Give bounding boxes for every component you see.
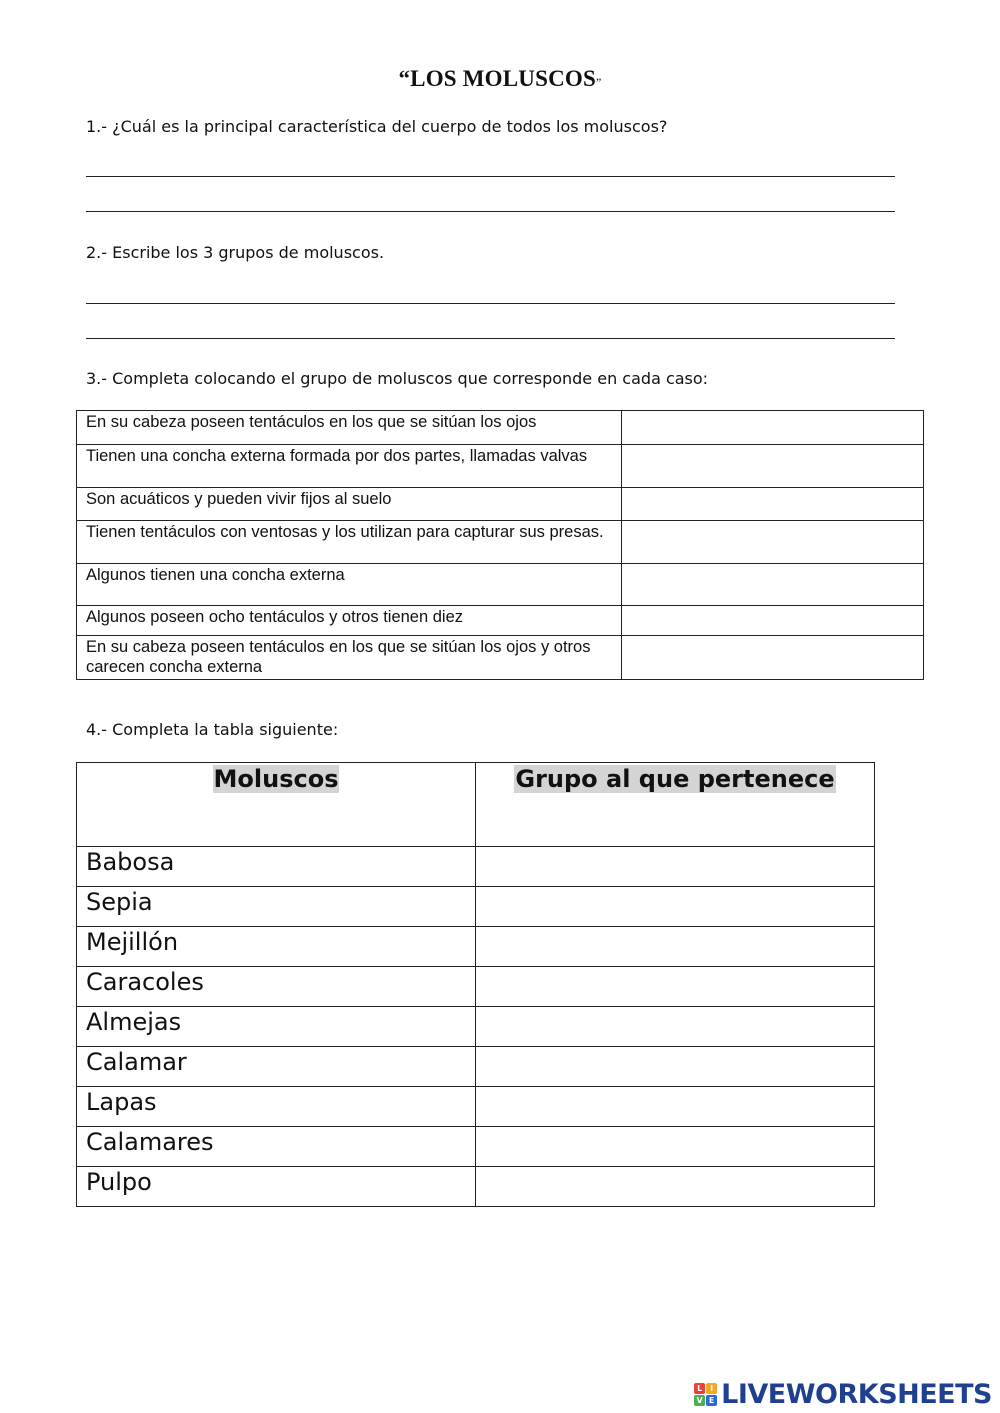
answer-cell[interactable] xyxy=(622,488,924,521)
header-molluscs-label: Moluscos xyxy=(213,765,339,793)
answer-cell[interactable] xyxy=(622,636,924,680)
table-row xyxy=(77,1127,875,1167)
table-row xyxy=(77,521,924,564)
mollusc-name: Calamares xyxy=(77,1127,476,1167)
table-row xyxy=(77,488,924,521)
question-4: 4.- Completa la tabla siguiente: xyxy=(86,720,339,739)
table-row xyxy=(77,927,875,967)
liveworksheets-logo xyxy=(694,1378,992,1410)
mollusc-name: Mejillón xyxy=(77,927,476,967)
match-table xyxy=(76,410,924,680)
answer-line-2a[interactable] xyxy=(86,303,895,304)
header-molluscs xyxy=(77,763,476,847)
logo-tile: I xyxy=(706,1383,717,1394)
statement-cell: En su cabeza poseen tentáculos en los que se sitúan los ojos xyxy=(77,411,622,445)
group-answer-cell[interactable] xyxy=(476,847,875,887)
logo-text: LIVEWORKSHEETS xyxy=(721,1378,992,1410)
table-row xyxy=(77,1167,875,1207)
mollusc-name: Lapas xyxy=(77,1087,476,1127)
page-title xyxy=(0,66,1000,92)
table-row xyxy=(77,411,924,445)
answer-cell[interactable] xyxy=(622,445,924,488)
logo-tile: L xyxy=(694,1383,705,1394)
group-answer-cell[interactable] xyxy=(476,967,875,1007)
group-answer-cell[interactable] xyxy=(476,1167,875,1207)
header-group-label: Grupo al que pertenece xyxy=(515,765,835,793)
answer-line-1a[interactable] xyxy=(86,176,895,177)
mollusc-name: Sepia xyxy=(77,887,476,927)
answer-cell[interactable] xyxy=(622,606,924,636)
group-answer-cell[interactable] xyxy=(476,1127,875,1167)
answer-cell[interactable] xyxy=(622,564,924,606)
title-close-quote: ” xyxy=(595,75,602,89)
statement-cell: Algunos poseen ocho tentáculos y otros tienen diez xyxy=(77,606,622,636)
group-answer-cell[interactable] xyxy=(476,1007,875,1047)
table-header-row xyxy=(77,763,875,847)
group-answer-cell[interactable] xyxy=(476,1047,875,1087)
table-row xyxy=(77,847,875,887)
table-row xyxy=(77,445,924,488)
table-row xyxy=(77,1087,875,1127)
statement-cell: Son acuáticos y pueden vivir fijos al suelo xyxy=(77,488,622,521)
logo-tile: V xyxy=(694,1395,705,1406)
logo-tile: E xyxy=(706,1395,717,1406)
logo-tiles-icon xyxy=(694,1383,717,1406)
mollusc-name: Almejas xyxy=(77,1007,476,1047)
answer-line-1b[interactable] xyxy=(86,211,895,212)
title-text: “LOS MOLUSCOS xyxy=(398,66,596,91)
table-row xyxy=(77,887,875,927)
statement-cell: Tienen una concha externa formada por dos partes, llamadas valvas xyxy=(77,445,622,488)
mollusc-name: Calamar xyxy=(77,1047,476,1087)
question-3: 3.- Completa colocando el grupo de moluscos que corresponde en cada caso: xyxy=(86,369,709,388)
table-row xyxy=(77,1047,875,1087)
statement-cell: Algunos tienen una concha externa xyxy=(77,564,622,606)
mollusc-name: Babosa xyxy=(77,847,476,887)
statement-cell: En su cabeza poseen tentáculos en los que se sitúan los ojos y otros carecen concha externa xyxy=(77,636,622,680)
group-answer-cell[interactable] xyxy=(476,887,875,927)
question-1: 1.- ¿Cuál es la principal característica del cuerpo de todos los moluscos? xyxy=(86,117,668,136)
table-row xyxy=(77,967,875,1007)
answer-cell[interactable] xyxy=(622,411,924,445)
question-2: 2.- Escribe los 3 grupos de moluscos. xyxy=(86,243,385,262)
statement-cell: Tienen tentáculos con ventosas y los utilizan para capturar sus presas. xyxy=(77,521,622,564)
table-row xyxy=(77,564,924,606)
table-row xyxy=(77,1007,875,1047)
header-group xyxy=(476,763,875,847)
answer-cell[interactable] xyxy=(622,521,924,564)
table-row xyxy=(77,636,924,680)
group-answer-cell[interactable] xyxy=(476,1087,875,1127)
group-answer-cell[interactable] xyxy=(476,927,875,967)
table-row xyxy=(77,606,924,636)
answer-line-2b[interactable] xyxy=(86,338,895,339)
mollusc-table xyxy=(76,762,875,1207)
mollusc-name: Caracoles xyxy=(77,967,476,1007)
mollusc-name: Pulpo xyxy=(77,1167,476,1207)
